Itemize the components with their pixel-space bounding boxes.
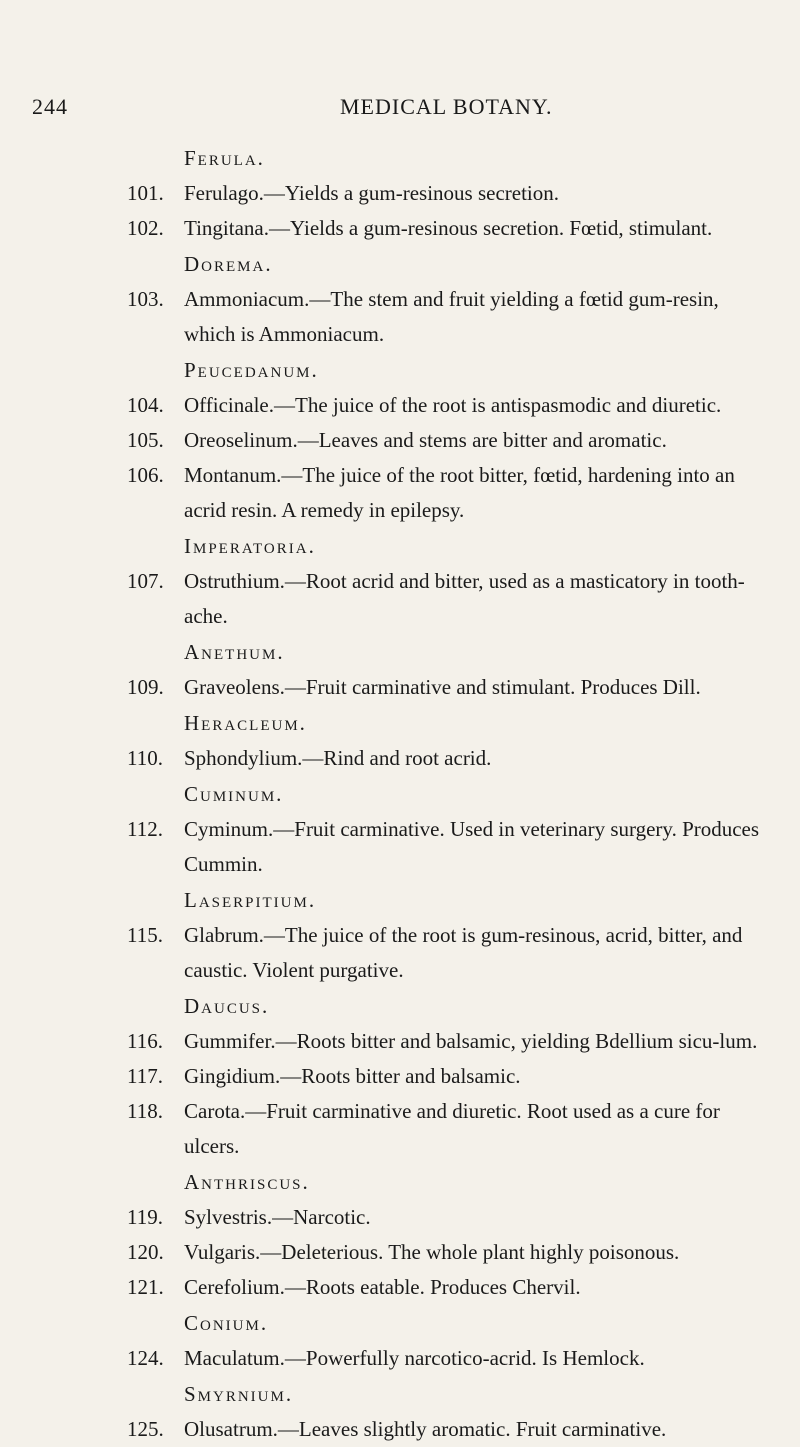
entry-number: 101.: [127, 181, 164, 205]
entry-text: Tingitana.—Yields a gum-resinous secretion. Fœtid, stimulant.: [184, 216, 713, 240]
genus-heading: Anthriscus.: [184, 1170, 310, 1194]
species-entry: [32, 1270, 762, 1305]
entry-text: Oreoselinum.—Leaves and stems are bitter and aromatic.: [184, 428, 667, 452]
species-entry: [32, 1235, 762, 1270]
entry-text: Montanum.—The juice of the root bitter, fœtid, hardening into an acrid resin. A remedy in epilepsy.: [184, 463, 735, 522]
entry-number: 109.: [127, 675, 164, 699]
species-entry: [32, 741, 762, 776]
species-entry: [32, 1412, 762, 1447]
species-entry: [32, 812, 762, 882]
entry-text: Gingidium.—Roots bitter and balsamic.: [184, 1064, 521, 1088]
genus-heading: Daucus.: [184, 994, 270, 1018]
species-entry: [32, 918, 762, 988]
entry-number: 112.: [127, 817, 163, 841]
entry-text: Sylvestris.—Narcotic.: [184, 1205, 371, 1229]
entry-text: Ostruthium.—Root acrid and bitter, used as a masticatory in tooth-ache.: [184, 569, 745, 628]
species-entry: [32, 1024, 762, 1059]
species-entry: [32, 423, 762, 458]
running-head: MEDICAL BOTANY.: [340, 94, 553, 119]
species-entry: [32, 388, 762, 423]
entry-number: 104.: [127, 393, 164, 417]
entry-text: Ferulago.—Yields a gum-resinous secretion.: [184, 181, 560, 205]
species-entry: [32, 211, 762, 246]
species-entry: [32, 176, 762, 211]
entry-text: Gummifer.—Roots bitter and balsamic, yielding Bdellium sicu-lum.: [184, 1029, 758, 1053]
entry-text: Maculatum.—Powerfully narcotico-acrid. Is Hemlock.: [184, 1346, 645, 1370]
entry-number: 103.: [127, 287, 164, 311]
entry-text: Carota.—Fruit carminative and diuretic. Root used as a cure for ulcers.: [184, 1099, 720, 1158]
entry-number: 110.: [127, 746, 163, 770]
entry-text: Graveolens.—Fruit carminative and stimulant. Produces Dill.: [184, 675, 701, 699]
entry-number: 121.: [127, 1275, 164, 1299]
entry-number: 120.: [127, 1240, 164, 1264]
genus-heading: Imperatoria.: [184, 534, 316, 558]
entry-number: 106.: [127, 463, 164, 487]
entry-text: Officinale.—The juice of the root is antispasmodic and diuretic.: [184, 393, 722, 417]
genus-heading: Cuminum.: [184, 782, 284, 806]
entry-number: 118.: [127, 1099, 163, 1123]
genus-heading: Conium.: [184, 1311, 269, 1335]
entry-text: Cerefolium.—Roots eatable. Produces Chervil.: [184, 1275, 581, 1299]
entry-text: Sphondylium.—Rind and root acrid.: [184, 746, 492, 770]
entry-text: Olusatrum.—Leaves slightly aromatic. Fruit carminative.: [184, 1417, 667, 1441]
entry-number: 116.: [127, 1029, 163, 1053]
species-entry: [32, 564, 762, 634]
page-content: [32, 140, 762, 1447]
entry-number: 125.: [127, 1417, 164, 1441]
entry-text: Ammoniacum.—The stem and fruit yielding a fœtid gum-resin, which is Ammoniacum.: [184, 287, 719, 346]
entry-number: 115.: [127, 923, 163, 947]
genus-heading: Dorema.: [184, 252, 273, 276]
genus-heading: Laserpitium.: [184, 888, 317, 912]
entry-number: 119.: [127, 1205, 163, 1229]
genus-heading: Peucedanum.: [184, 358, 319, 382]
entry-number: 124.: [127, 1346, 164, 1370]
species-entry: [32, 282, 762, 352]
entry-number: 102.: [127, 216, 164, 240]
species-entry: [32, 670, 762, 705]
species-entry: [32, 1341, 762, 1376]
entry-number: 117.: [127, 1064, 163, 1088]
species-entry: [32, 1200, 762, 1235]
genus-heading: Heracleum.: [184, 711, 307, 735]
genus-heading: Anethum.: [184, 640, 285, 664]
species-entry: [32, 1059, 762, 1094]
page-number: 244: [32, 94, 68, 119]
entry-text: Vulgaris.—Deleterious. The whole plant highly poisonous.: [184, 1240, 680, 1264]
entry-number: 105.: [127, 428, 164, 452]
species-entry: [32, 458, 762, 528]
species-entry: [32, 1094, 762, 1164]
entry-text: Glabrum.—The juice of the root is gum-resinous, acrid, bitter, and caustic. Violent purgative.: [184, 923, 743, 982]
entry-number: 107.: [127, 569, 164, 593]
genus-heading: Smyrnium.: [184, 1382, 294, 1406]
entry-text: Cyminum.—Fruit carminative. Used in veterinary surgery. Produces Cummin.: [184, 817, 760, 876]
genus-heading: Ferula.: [184, 146, 265, 170]
